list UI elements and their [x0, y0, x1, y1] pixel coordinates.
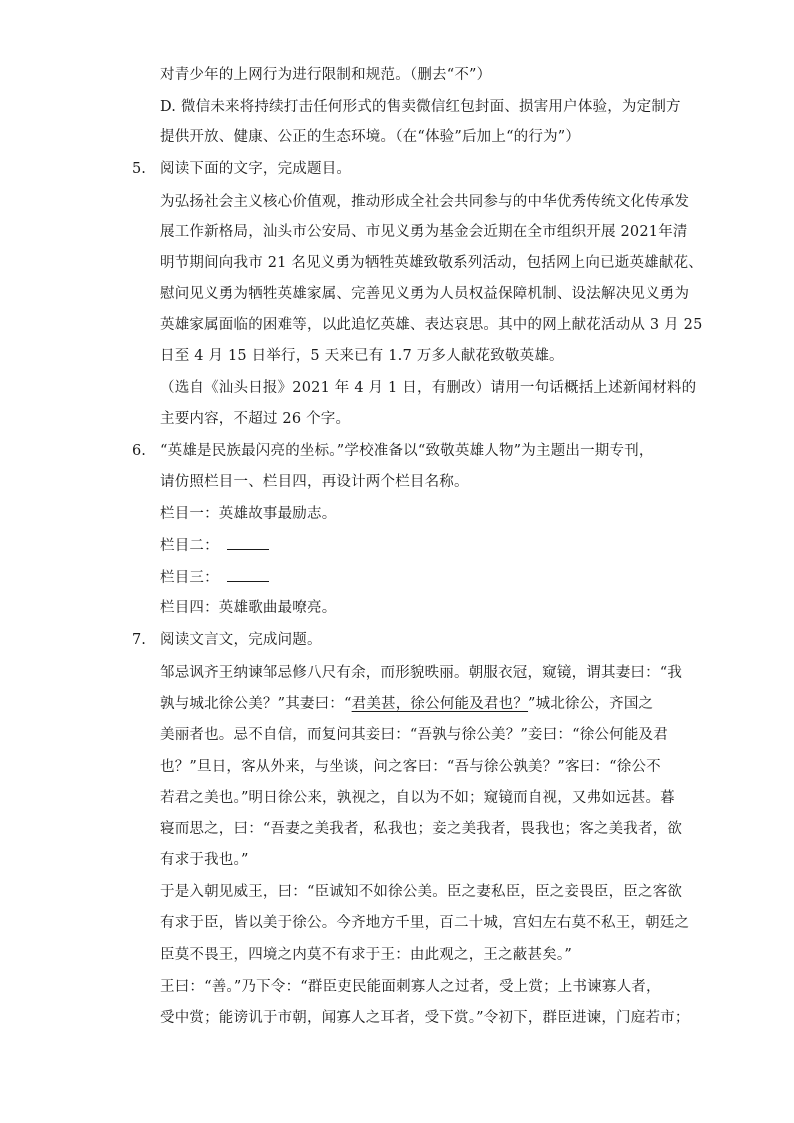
- q7-text-line: 王曰：“善。”乃下令：“群臣吏民能面刺寡人之过者，受上赏；上书谏寡人者，: [160, 979, 661, 995]
- q6-number: 6.: [132, 443, 146, 459]
- q7-text-line: 臣莫不畏王，四境之内莫不有求于王：由此观之，王之蔽甚矣。”: [160, 947, 572, 963]
- q7-text-segment: 孰与城北徐公美？”其妻曰：“: [160, 696, 352, 712]
- q5-passage-line: 展工作新格局，汕头市公安局、市见义勇为基金会近期在全市组织开展 2021年清: [160, 224, 688, 240]
- q6-column-2: [160, 535, 269, 556]
- q5-source-line2: 主要内容，不超过 26 个字。: [160, 411, 351, 427]
- q7-text-line: 受中赏；能谤讥于市朝，闻寡人之耳者，受下赏。”令初下，群臣进谏，门庭若市；: [160, 1010, 690, 1026]
- q5-passage-line: 日至 4 月 15 日举行，5 天来已有 1.7 万多人献花致敬英雄。: [160, 348, 564, 364]
- q6-column-1: 栏目一：英雄故事最励志。: [160, 506, 337, 522]
- q7-text-line: 有求于臣，皆以美于徐公。今齐地方千里，百二十城，宫妇左右莫不私王，朝廷之: [160, 915, 690, 931]
- q7-text-line: 美丽者也。忌不自信，而复问其妾曰：“吾孰与徐公美？”妾曰：“徐公何能及君: [160, 727, 668, 743]
- q7-text-line: 寝而思之，曰：“吾妻之美我者，私我也；妾之美我者，畏我也；客之美我者，欲: [160, 821, 683, 837]
- q5-passage-line: 为弘扬社会主义核心价值观，推动形成全社会共同参与的中华优秀传统文化传承发: [160, 194, 690, 210]
- q7-text-line: 邹忌讽齐王纳谏邹忌修八尺有余，而形貌昳丽。朝服衣冠，窥镜，谓其妻曰：“我: [160, 665, 683, 681]
- q5-passage-line: 英雄家属面临的困难等，以此追忆英雄、表达哀思。其中的网上献花活动从 3 月 25: [160, 317, 703, 333]
- q4-option-d-line2: 提供开放、健康、公正的生态环境。（在“体验”后加上“的行为”）: [160, 129, 581, 145]
- q6-column-4: 栏目四：英雄歌曲最嘹亮。: [160, 600, 337, 616]
- q5-passage-line: 慰问见义勇为牺牲英雄家属、完善见义勇为人员权益保障机制、设法解决见义勇为: [160, 286, 690, 302]
- q5-number: 5.: [132, 161, 146, 177]
- q6-line1: “英雄是民族最闪亮的坐标。”学校准备以“致敬英雄人物”为主题出一期专刊，: [160, 443, 654, 459]
- q7-text-line: 有求于我也。”: [160, 852, 249, 868]
- answer-blank[interactable]: [227, 567, 269, 582]
- q6-column-3-label: 栏目三：: [160, 570, 219, 586]
- q7-text-line: [160, 694, 653, 714]
- q6-line2: 请仿照栏目一、栏目四，再设计两个栏目名称。: [160, 474, 469, 490]
- q7-text-line: 于是入朝见威王，曰：“臣诚知不如徐公美。臣之妻私臣，臣之妾畏臣，臣之客欲: [160, 884, 683, 900]
- q4-option-d-line1: D. 微信未来将持续打击任何形式的售卖微信红包封面、损害用户体验，为定制方: [160, 99, 681, 115]
- q6-column-3: [160, 567, 269, 588]
- q7-text-line: 若君之美也。”明日徐公来，孰视之，自以为不如；窥镜而自视，又弗如远甚。暮: [160, 790, 675, 806]
- q7-text-line: 也？”旦日，客从外来，与坐谈，问之客曰：“吾与徐公孰美？”客曰：“徐公不: [160, 759, 661, 775]
- q7-underlined-sentence: 君美甚，徐公何能及君也？: [351, 696, 529, 712]
- q4-c-tail: 对青少年的上网行为进行限制和规范。（删去“不”）: [160, 67, 492, 83]
- answer-blank[interactable]: [227, 535, 269, 550]
- q7-text-segment: ”城北徐公，齐国之: [528, 696, 654, 712]
- q6-column-2-label: 栏目二：: [160, 538, 219, 554]
- q5-passage-line: 明节期间向我市 21 名见义勇为牺牲英雄致敬系列活动，包括网上向已逝英雄献花、: [160, 255, 703, 271]
- q5-source-line1: （选自《汕头日报》2021 年 4 月 1 日，有删改）请用一句话概括上述新闻材料的: [160, 380, 697, 396]
- q7-prompt: 阅读文言文，完成问题。: [160, 632, 322, 648]
- q7-number: 7.: [132, 632, 146, 648]
- q5-prompt: 阅读下面的文字，完成题目。: [160, 161, 352, 177]
